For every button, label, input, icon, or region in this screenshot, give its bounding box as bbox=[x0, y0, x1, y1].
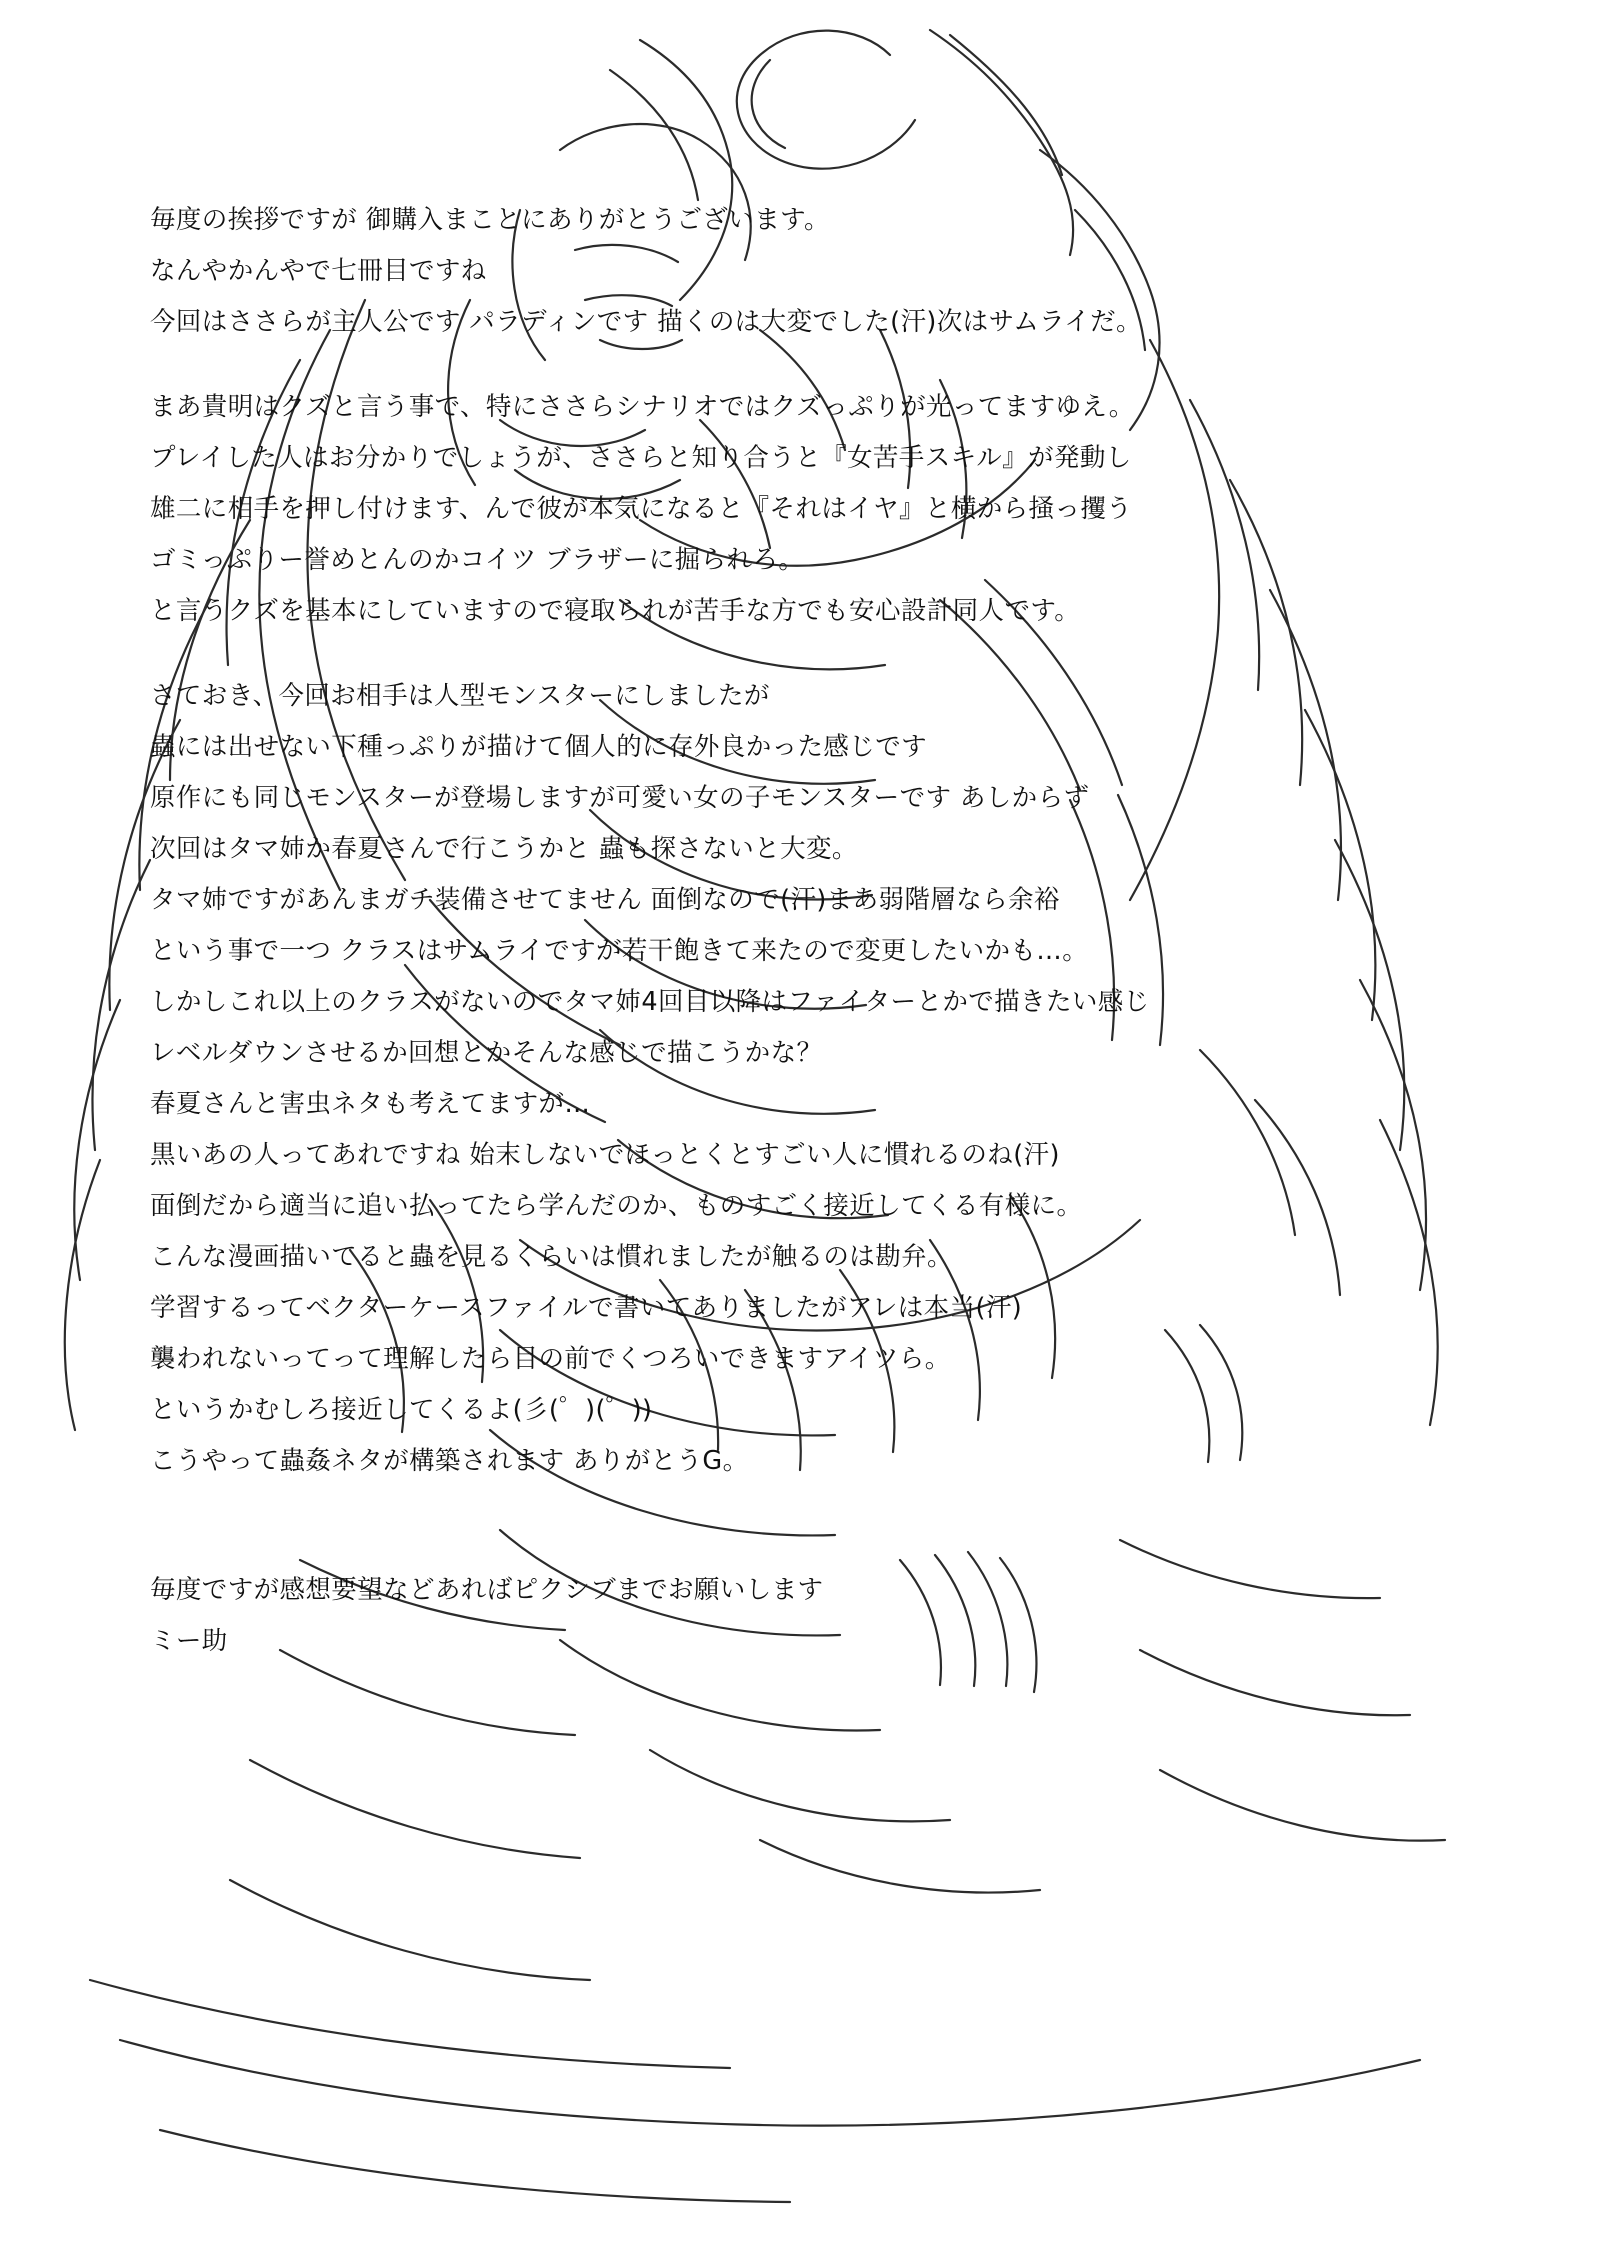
afterword-line: 春夏さんと害虫ネタも考えてますが… bbox=[150, 1089, 591, 1119]
afterword-text-block bbox=[150, 195, 1470, 1667]
afterword-line: こんな漫画描いてると蟲を見るくらいは慣れましたが触るのは勘弁。 bbox=[150, 1242, 953, 1272]
afterword-line: まあ貴明はクズと言う事で、特にささらシナリオではクズっぷりが光ってますゆえ。 bbox=[150, 392, 1135, 422]
afterword-line: 襲われないってって理解したら目の前でくつろいできますアイツら。 bbox=[150, 1344, 951, 1374]
afterword-spacer bbox=[150, 1521, 1470, 1565]
afterword-line: 学習するってベクターケースファイルで書いてありましたがアレは本当(汗) bbox=[150, 1293, 1023, 1323]
afterword-line: 黒いあの人ってあれですね 始末しないでほっとくとすごい人に慣れるのね(汗) bbox=[150, 1140, 1060, 1170]
afterword-line: こうやって蟲姦ネタが構築されます ありがとうG。 bbox=[150, 1446, 749, 1476]
afterword-line: 雄二に相手を押し付けます、んで彼が本気になると『それはイヤ』と横から掻っ攫う bbox=[150, 494, 1133, 524]
afterword-line: なんやかんやで七冊目ですね bbox=[150, 256, 487, 286]
afterword-paragraph-3 bbox=[150, 671, 1470, 1487]
afterword-line: 毎度の挨拶ですが 御購入まことにありがとうございます。 bbox=[150, 205, 830, 235]
afterword-paragraph-1 bbox=[150, 195, 1470, 348]
afterword-line: プレイした人はお分かりでしょうが、ささらと知り合うと『女苦手スキル』が発動し bbox=[150, 443, 1132, 473]
afterword-line: という事で一つ クラスはサムライですが若干飽きて来たので変更したいかも…。 bbox=[150, 936, 1089, 966]
afterword-line: 面倒だから適当に追い払ってたら学んだのか、ものすごく接近してくる有様に。 bbox=[150, 1191, 1083, 1221]
afterword-line: さておき、今回お相手は人型モンスターにしましたが bbox=[150, 681, 770, 711]
afterword-line: ゴミっぷりー誉めとんのかコイツ ブラザーに掘られろ。 bbox=[150, 545, 805, 575]
afterword-line: というかむしろ接近してくるよ(彡(゜)(゜)) bbox=[150, 1395, 653, 1425]
afterword-line: 今回はささらが主人公です パラディンです 描くのは大変でした(汗)次はサムライだ。 bbox=[150, 307, 1142, 337]
afterword-contact-line: 毎度ですが感想要望などあればピクシブまでお願いします bbox=[150, 1575, 824, 1605]
afterword-line: 原作にも同じモンスターが登場しますが可愛い女の子モンスターです あしからず bbox=[150, 783, 1090, 813]
author-signature: ミー助 bbox=[150, 1626, 228, 1656]
afterword-line: と言うクズを基本にしていますので寝取られが苦手な方でも安心設計同人です。 bbox=[150, 596, 1081, 626]
afterword-line: しかしこれ以上のクラスがないのでタマ姉4回目以降はファイターとかで描きたい感じ bbox=[150, 987, 1150, 1017]
afterword-signature-block bbox=[150, 1565, 1470, 1667]
afterword-paragraph-2 bbox=[150, 382, 1470, 637]
afterword-line: 次回はタマ姉か春夏さんで行こうかと 蟲も探さないと大変。 bbox=[150, 834, 858, 864]
afterword-line: タマ姉ですがあんまガチ装備させてません 面倒なので(汗)まあ弱階層なら余裕 bbox=[150, 885, 1060, 915]
afterword-line: 蟲には出せない下種っぷりが描けて個人的に存外良かった感じです bbox=[150, 732, 928, 762]
afterword-line: レベルダウンさせるか回想とかそんな感じで描こうかな？ bbox=[150, 1038, 823, 1068]
